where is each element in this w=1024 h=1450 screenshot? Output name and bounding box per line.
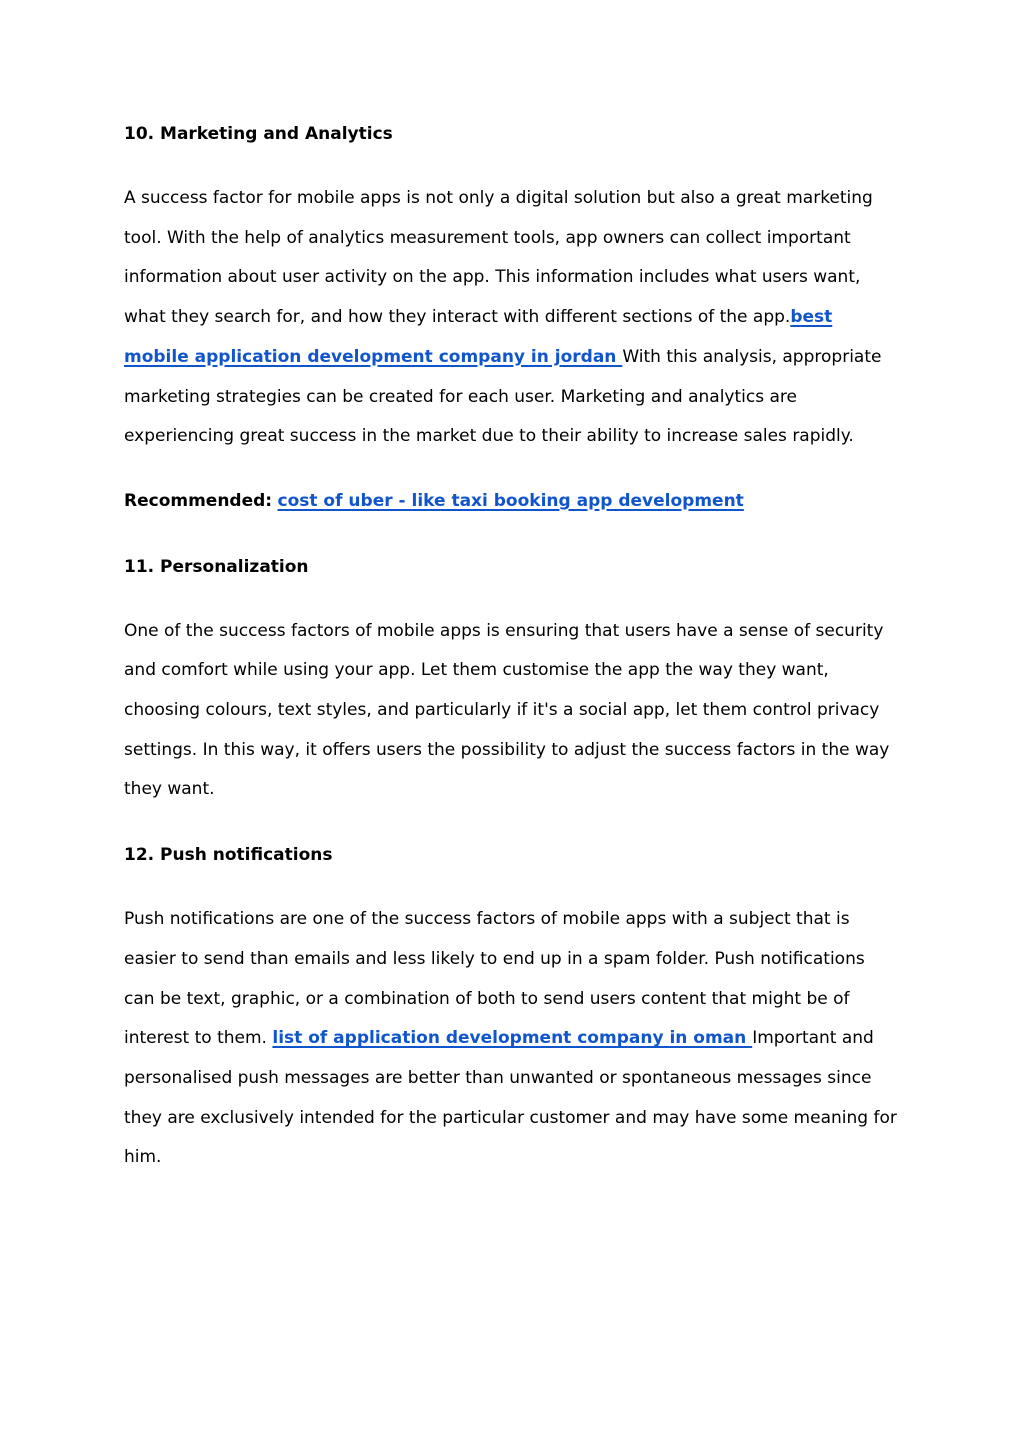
jordan-company-link[interactable]: best mobile application development company in jordan <box>124 307 833 367</box>
spacer <box>124 810 900 835</box>
spacer <box>124 522 900 547</box>
document-page <box>124 114 900 1178</box>
spacer <box>124 875 900 900</box>
section-10-heading: 10. Marketing and Analytics <box>124 124 393 144</box>
section-11-paragraph: One of the success factors of mobile apps is ensuring that users have a sense of security and comfort while using your app. Let them customise the app the way they want, choosing colours, text styles, and particularly if it's a social app, let them control privacy settings. In this way, it offers users the possibility to adjust the success factors in the way they want. <box>124 620 890 800</box>
spacer <box>124 587 900 612</box>
section-11-heading: 11. Personalization <box>124 556 309 577</box>
oman-company-link[interactable]: list of application development company in oman <box>272 1028 753 1049</box>
recommended-label: Recommended: <box>124 490 273 511</box>
section-12-text-after-link: Important and personalised push messages are better than unwanted or spontaneous messages since they are exclusively intended for the particular customer and may have some meaning for him. <box>124 1028 897 1168</box>
section-12-text-before-link: Push notifications are one of the success factors of mobile apps with a subject that is easier to send than emails and less likely to end up in a spam folder. Push notifications can be text, graphic, or a combination of both to send users content that might be of interest to them. <box>124 909 865 1049</box>
section-12-heading: 12. Push notifications <box>124 845 333 866</box>
spacer <box>124 154 900 179</box>
uber-cost-link[interactable]: cost of uber - like taxi booking app development <box>277 490 744 511</box>
section-10-paragraph <box>124 179 900 457</box>
section-10-text-before-link: A success factor for mobile apps is not only a digital solution but also a great marketing tool. With the help of analytics measurement tools, app owners can collect important information about user activity on the app. This information includes what users want, what they search for, and how they interact with different sections of the app. <box>124 188 873 328</box>
spacer <box>124 457 900 482</box>
section-10-text-after-link: With this analysis, appropriate marketing strategies can be created for each user. Marketing and analytics are experiencing great success in the market due to their ability to increase sales rapidly. <box>124 346 882 447</box>
section-12-paragraph <box>124 900 900 1178</box>
recommended-line <box>124 482 900 522</box>
